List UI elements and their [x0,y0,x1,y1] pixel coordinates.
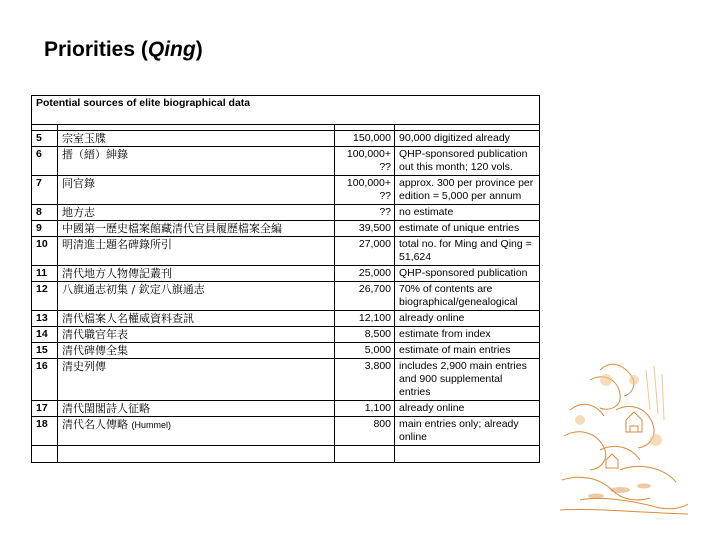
row-number: 7 [32,176,58,205]
source-title: 八旗通志初集 / 欽定八旗通志 [58,282,335,311]
entry-count: 1,100 [335,401,395,417]
source-title: 清代碑傳全集 [58,343,335,359]
entry-count: 8,500 [335,327,395,343]
table-header: Potential sources of elite biographical data [32,96,540,125]
source-note: total no. for Ming and Qing = 51,624 [395,237,540,266]
source-title: 清史列傳 [58,359,335,401]
source-title: 地方志 [58,205,335,221]
slide-title: Priorities (Qing) [44,38,203,61]
entry-count: 100,000+ ?? [335,176,395,205]
source-title: 清代名人傳略 (Hummel) [58,417,335,446]
source-note: already online [395,401,540,417]
source-note: 90,000 digitized already [395,131,540,147]
table-row [32,221,540,237]
source-title: 中國第一歷史檔案館藏清代官員履歷檔案全編 [58,221,335,237]
table-row [32,237,540,266]
entry-count: 27,000 [335,237,395,266]
entry-count: 26,700 [335,282,395,311]
row-number: 10 [32,237,58,266]
source-note: estimate of main entries [395,343,540,359]
table-row [32,282,540,311]
entry-count: 25,000 [335,266,395,282]
table-row [32,343,540,359]
entry-count: 800 [335,417,395,446]
source-note: estimate from index [395,327,540,343]
source-note: approx. 300 per province per edition = 5,000 per annum [395,176,540,205]
table-header-row [32,96,540,125]
row-number: 14 [32,327,58,343]
source-title: 清代閨閣詩人征略 [58,401,335,417]
entry-count: 3,800 [335,359,395,401]
source-title: 明清進士題名碑錄所引 [58,237,335,266]
source-note: already online [395,311,540,327]
row-number: 16 [32,359,58,401]
table-row [32,131,540,147]
row-number: 13 [32,311,58,327]
source-title: 清代職官年表 [58,327,335,343]
source-note: QHP-sponsored publication out this month; 120 vols. [395,147,540,176]
row-number: 12 [32,282,58,311]
entry-count: 150,000 [335,131,395,147]
entry-count: 12,100 [335,311,395,327]
row-number: 15 [32,343,58,359]
row-number: 17 [32,401,58,417]
source-title: 同官錄 [58,176,335,205]
source-note: 70% of contents are biographical/genealogical [395,282,540,311]
table-row [32,266,540,282]
row-number: 8 [32,205,58,221]
table-row [32,205,540,221]
entry-count: 39,500 [335,221,395,237]
row-number: 6 [32,147,58,176]
source-title: 宗室玉牒 [58,131,335,147]
landscape-painting-image [560,350,690,516]
table-row [32,176,540,205]
table-row [32,147,540,176]
entry-count: 5,000 [335,343,395,359]
source-note: main entries only; already online [395,417,540,446]
table-row [32,359,540,401]
table-row [32,311,540,327]
table-row [32,417,540,446]
source-note: no estimate [395,205,540,221]
table-row [32,327,540,343]
source-title: 清代檔案人名權威資料查訊 [58,311,335,327]
source-note: includes 2,900 main entries and 900 supplemental entries [395,359,540,401]
row-number: 18 [32,417,58,446]
source-title: 清代地方人物傳記叢刊 [58,266,335,282]
table-empty-row [32,446,540,463]
row-number: 9 [32,221,58,237]
row-number: 11 [32,266,58,282]
source-title: 搢（縉）紳錄 [58,147,335,176]
entry-count: ?? [335,205,395,221]
table-row [32,401,540,417]
source-note: QHP-sponsored publication [395,266,540,282]
row-number: 5 [32,131,58,147]
sources-table [31,95,540,463]
entry-count: 100,000+ ?? [335,147,395,176]
source-note: estimate of unique entries [395,221,540,237]
